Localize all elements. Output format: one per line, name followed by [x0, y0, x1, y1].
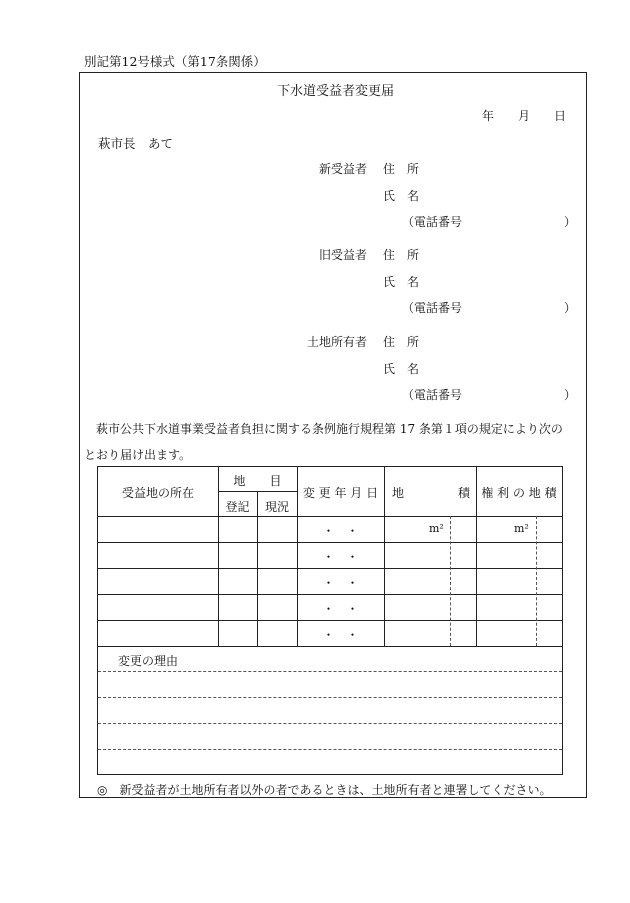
header-location: 受益地の所在 [121, 486, 194, 500]
body-text-line1: 萩市公共下水道事業受益者負担に関する条例施行規程第 17 条第１項の規定により次の [96, 422, 563, 436]
header-area-left: 地 [392, 486, 405, 500]
date-month: 月 [518, 109, 531, 123]
phone-label-owner: （電話番号 [402, 388, 463, 402]
header-rights-area: 権 利 の 地 積 [481, 486, 557, 500]
hline-row1 [98, 542, 562, 543]
dashed-vline-rights [536, 516, 537, 646]
header-registered: 登記 [225, 500, 250, 514]
form-header: 別記第12号様式（第17条関係） [84, 54, 266, 69]
date-placeholder: ・ ・ [322, 576, 359, 590]
date-placeholder: ・ ・ [322, 602, 359, 616]
page-title: 下水道受益者変更届 [277, 84, 395, 99]
phone-close-owner: ） [564, 388, 577, 402]
address-label-old: 住 所 [383, 248, 420, 262]
body-text-line2: とおり届け出ます。 [84, 448, 192, 462]
change-table [97, 466, 563, 775]
vline-4 [384, 467, 385, 646]
hline-row2 [98, 568, 562, 569]
unit-rights: m² [514, 522, 529, 535]
phone-close-old: ） [564, 301, 577, 315]
party-role-new: 新受益者 [319, 162, 368, 176]
name-label-new: 氏 名 [383, 189, 420, 203]
party-role-old: 旧受益者 [319, 248, 368, 262]
phone-close-new: ） [564, 215, 577, 229]
reason-line-2 [98, 697, 562, 698]
address-label-new: 住 所 [383, 162, 420, 176]
date-day: 日 [554, 109, 567, 123]
header-chimoku: 地 目 [233, 474, 282, 488]
phone-label-old: （電話番号 [402, 301, 463, 315]
hline-header-bottom [98, 516, 562, 517]
party-role-owner: 土地所有者 [307, 335, 368, 349]
reason-line-3 [98, 723, 562, 724]
date-year: 年 [482, 109, 495, 123]
hline-row5 [98, 646, 562, 647]
hline-row4 [98, 620, 562, 621]
date-placeholder: ・ ・ [322, 550, 359, 564]
phone-label-new: （電話番号 [402, 215, 463, 229]
name-label-owner: 氏 名 [383, 362, 420, 376]
header-change-date: 変 更 年 月 日 [302, 486, 379, 500]
address-label-owner: 住 所 [383, 335, 420, 349]
reason-line-4 [98, 749, 562, 750]
reason-line-1 [98, 671, 562, 672]
dashed-vline-area [450, 516, 451, 646]
date-placeholder: ・ ・ [322, 524, 359, 538]
unit-area: m² [429, 522, 444, 535]
note: ◎ 新受益者が土地所有者以外の者であるときは、土地所有者と連署してください。 [97, 783, 552, 797]
vline-1 [218, 467, 219, 646]
header-area-right: 積 [458, 486, 471, 500]
addressee: 萩市長 あて [98, 136, 174, 151]
header-current: 現況 [264, 500, 289, 514]
name-label-old: 氏 名 [383, 275, 420, 289]
reason-label: 変更の理由 [118, 654, 179, 668]
date-placeholder: ・ ・ [322, 628, 359, 642]
hline-row3 [98, 594, 562, 595]
